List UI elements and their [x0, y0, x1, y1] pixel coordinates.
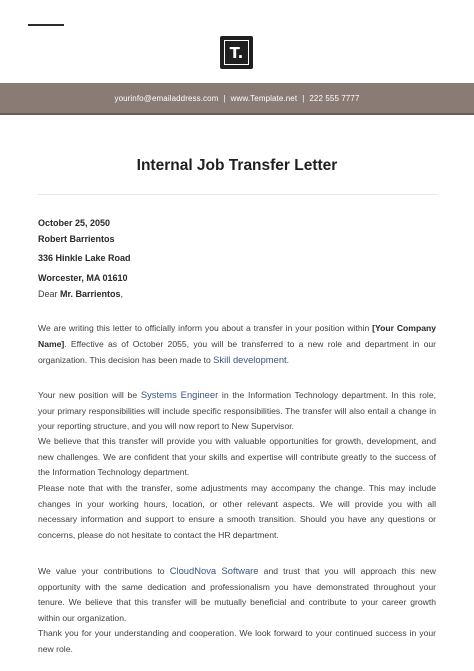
paragraph-thanks: Thank you for your understanding and cooperation. We look forward to your continued success in your new role. — [38, 628, 436, 654]
salutation-name: Mr. Barrientos — [60, 289, 121, 299]
contact-separator: | — [223, 93, 226, 103]
address-line-1: 336 Hinkle Lake Road — [38, 253, 131, 263]
salutation-prefix: Dear — [38, 289, 61, 299]
contact-separator: | — [302, 93, 305, 103]
paragraph-opportunities: We believe that this transfer will provide you with valuable opportunities for growth, development, and new challenges. We are confident that your skills and expertise will contribute greatly to the success of the Information Technology department. — [38, 436, 436, 477]
salutation-suffix: , — [120, 289, 124, 299]
letter-date: October 25, 2050 — [38, 218, 111, 228]
template-logo — [220, 36, 253, 69]
paragraph-new-position: Your new position will be Systems Engineer in the Information Technology department. In this role, your primary responsibilities will include specific responsibilities. The transfer will also entail a change in your reporting structure, and you will now report to New Supervisor. — [38, 389, 436, 431]
paragraph-adjustments: Please note that with the transfer, some adjustments may accompany the change. This may include changes in your working hours, location, or other relevant aspects. We will provide you with all necessary information and support to ensure a smooth transition. Should you have any questions or concerns, please do not hesitate to contact the HR department. — [38, 483, 436, 540]
contact-website: www.Template.net — [230, 93, 298, 103]
paragraph-transfer-notice: We are writing this letter to officially inform you about a transfer in your position within [Your Company Name]. Effective as of October 2055, you will be transferred to a new role and department in our organization. This decision has been made to Skill development. — [38, 323, 436, 365]
company-placeholder: [Your Company Name] — [38, 323, 436, 349]
top-decorative-rule — [28, 24, 64, 26]
recipient-name: Robert Barrientos — [38, 234, 115, 244]
highlight-skill-development: Skill development — [213, 354, 287, 365]
letter-title: Internal Job Transfer Letter — [136, 157, 338, 174]
highlight-company: CloudNova Software — [169, 565, 259, 576]
paragraph-contributions: We value your contributions to CloudNova Software and trust that you will approach this new opportunity with the same dedication and professionalism you have demonstrated throughout your tenure. We believe that this transfer will be mutually beneficial and contribute to your career growth within our organization. — [38, 565, 436, 623]
address-line-2: Worcester, MA 01610 — [38, 273, 128, 283]
highlight-position: Systems Engineer — [140, 389, 219, 400]
logo-letter: T. — [224, 40, 249, 65]
contact-phone: 222 555 7777 — [309, 93, 360, 103]
contact-email: yourinfo@emailaddress.com — [114, 93, 219, 103]
contact-band — [0, 83, 474, 115]
title-divider — [37, 194, 437, 195]
salutation — [38, 289, 123, 299]
